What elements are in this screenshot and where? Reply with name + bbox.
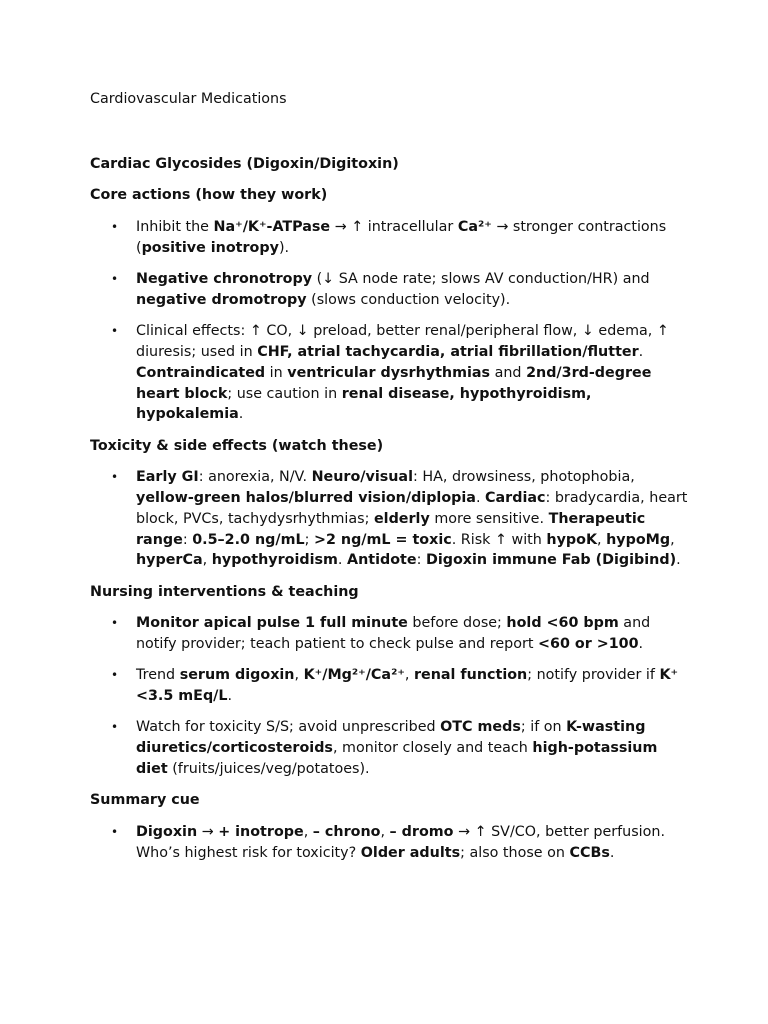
bullet-item xyxy=(90,613,690,655)
bold-text: elderly xyxy=(373,510,430,527)
bold-text: 0.5–2.0 ng/mL xyxy=(192,531,305,548)
text-run: : HA, drowsiness, photophobia, xyxy=(412,469,635,486)
section-heading: Summary cue xyxy=(90,792,200,809)
bold-text: negative dromotropy xyxy=(136,291,307,308)
bullet-icon: • xyxy=(111,470,119,485)
bullet-text xyxy=(136,469,687,568)
bullet-icon: • xyxy=(111,616,119,631)
text-run: , xyxy=(202,552,212,569)
bold-text: hypoK xyxy=(546,531,598,548)
text-run: , monitor closely and teach xyxy=(332,740,533,757)
bold-text: OTC meds xyxy=(440,719,521,736)
bullet-list xyxy=(90,217,690,425)
bullet-list xyxy=(90,822,690,864)
text-run: Inhibit the xyxy=(136,218,214,235)
text-run: Clinical effects: ↑ CO, ↓ preload, better renal/peripheral flow, ↓ edema, ↑ diuresis; used in xyxy=(136,323,669,360)
section-heading: Cardiac Glycosides (Digoxin/Digitoxin) xyxy=(90,156,399,172)
bullet-item xyxy=(90,665,690,707)
bold-text: hypothyroidism xyxy=(211,552,338,569)
bold-text: serum digoxin xyxy=(179,667,295,684)
text-run: , xyxy=(294,667,304,684)
bullet-icon: • xyxy=(111,668,119,683)
text-run: . xyxy=(609,844,615,861)
text-run: more sensitive. xyxy=(429,510,549,527)
bullet-item xyxy=(90,467,690,571)
bold-text: CCBs xyxy=(569,844,610,861)
text-run: Watch for toxicity S/S; avoid unprescribed xyxy=(136,719,441,736)
bold-text: high-potassium diet xyxy=(136,740,658,778)
text-run: : xyxy=(416,552,426,569)
bullet-item xyxy=(90,717,690,779)
bold-text: Monitor apical pulse 1 full minute xyxy=(136,615,408,632)
text-run: and notify provider; teach patient to check pulse and report xyxy=(136,615,651,652)
bullet-icon: • xyxy=(111,324,119,339)
bold-text: positive inotropy xyxy=(141,239,279,256)
text-run: → stronger contractions ( xyxy=(136,218,667,256)
document-title: Cardiovascular Medications xyxy=(90,91,287,107)
bold-text: hyperCa xyxy=(136,552,203,569)
bullet-text xyxy=(136,824,665,861)
bold-text: >2 ng/mL = toxic xyxy=(313,531,452,548)
bold-text: Contraindicated xyxy=(136,364,266,381)
bold-text: <60 or >100 xyxy=(538,635,639,652)
text-run: : bradycardia, heart block, PVCs, tachydysrhythmias; xyxy=(136,489,688,527)
text-run: , xyxy=(404,667,414,684)
text-run: ; use caution in xyxy=(227,385,342,402)
text-run: ; if on xyxy=(520,719,567,736)
text-run: : xyxy=(182,531,193,548)
bold-text: CHF, atrial tachycardia, atrial fibrillation/flutter xyxy=(257,343,639,360)
bold-text: hypoMg xyxy=(606,531,671,548)
bold-text: Therapeutic range xyxy=(136,510,646,548)
bold-text: 2nd/3rd-degree heart block xyxy=(136,364,652,402)
text-run: . xyxy=(238,406,244,423)
bullet-icon: • xyxy=(111,720,119,735)
bullet-list xyxy=(90,613,690,780)
bold-text: Antidote xyxy=(347,552,417,569)
bullet-text xyxy=(136,615,650,652)
bullet-list xyxy=(90,467,690,571)
text-run: , xyxy=(597,531,607,548)
bold-text: renal function xyxy=(413,667,528,684)
text-run: → ↑ intracellular xyxy=(330,218,458,235)
bold-text: Na⁺/K⁺-ATPase xyxy=(213,218,331,235)
bullet-text xyxy=(136,219,666,256)
bold-text: Digoxin xyxy=(136,823,198,840)
bold-text: Ca²⁺ xyxy=(457,218,492,235)
text-run: . xyxy=(337,552,348,569)
section-heading: Core actions (how they work) xyxy=(90,187,328,204)
bold-text: renal disease, hypothyroidism, hypokalemia xyxy=(136,385,592,423)
bold-text: Digoxin immune Fab (Digibind) xyxy=(425,552,677,569)
bold-text: Neuro/visual xyxy=(311,469,413,486)
bullet-text xyxy=(136,323,669,422)
bold-text: – dromo xyxy=(389,823,454,840)
text-run: Trend xyxy=(136,667,180,684)
section-heading: Toxicity & side effects (watch these) xyxy=(90,437,384,454)
text-run: ; notify provider if xyxy=(527,667,660,684)
text-run: ; also those on xyxy=(460,844,570,861)
text-run: . xyxy=(638,343,644,360)
text-run: before dose; xyxy=(407,615,507,632)
bullet-text xyxy=(136,271,650,308)
bold-text: K⁺ <3.5 mEq/L xyxy=(136,667,679,705)
bold-text: K⁺/Mg²⁺/Ca²⁺ xyxy=(303,667,405,684)
text-run: (fruits/juices/veg/potatoes). xyxy=(167,761,370,778)
bold-text: Early GI xyxy=(136,469,199,486)
text-run: . xyxy=(475,489,486,506)
text-run: ; xyxy=(304,531,314,548)
bullet-text xyxy=(136,719,657,777)
bullet-item xyxy=(90,269,690,311)
document-body xyxy=(90,154,690,874)
bullet-item xyxy=(90,217,690,259)
text-run: . xyxy=(676,552,681,569)
bullet-item xyxy=(90,321,690,425)
text-run: . xyxy=(638,635,644,652)
bold-text: + inotrope xyxy=(218,823,304,840)
text-run: : anorexia, N/V. xyxy=(198,469,312,486)
text-run: → xyxy=(197,823,219,840)
bold-text: hold <60 bpm xyxy=(506,615,619,632)
text-run: in xyxy=(265,364,288,381)
bullet-item xyxy=(90,822,690,864)
bullet-text xyxy=(136,667,678,704)
bold-text: yellow-green halos/blurred vision/diplopia xyxy=(136,489,476,506)
text-run: . Risk ↑ with xyxy=(451,531,547,548)
bold-text: Negative chronotropy xyxy=(136,270,313,287)
bold-text: Cardiac xyxy=(485,489,546,506)
bullet-icon: • xyxy=(111,271,119,286)
text-run: and xyxy=(490,364,527,381)
bold-text: K-wasting diuretics/corticosteroids xyxy=(136,719,646,757)
text-run: → ↑ SV/CO, better perfusion. Who’s highest risk for toxicity? xyxy=(136,823,666,861)
text-run: , xyxy=(303,823,313,840)
text-run: (slows conduction velocity). xyxy=(306,291,511,308)
bold-text: ventricular dysrhythmias xyxy=(287,364,491,381)
text-run: . xyxy=(227,688,233,705)
bold-text: Older adults xyxy=(360,844,461,861)
text-run: ). xyxy=(278,239,290,256)
bullet-icon: • xyxy=(111,219,119,234)
bullet-icon: • xyxy=(111,824,119,839)
text-run: (↓ SA node rate; slows AV conduction/HR) and xyxy=(312,270,650,287)
section-heading: Nursing interventions & teaching xyxy=(90,583,359,600)
text-run: , xyxy=(670,531,675,548)
bold-text: – chrono xyxy=(312,823,381,840)
text-run: , xyxy=(380,823,390,840)
